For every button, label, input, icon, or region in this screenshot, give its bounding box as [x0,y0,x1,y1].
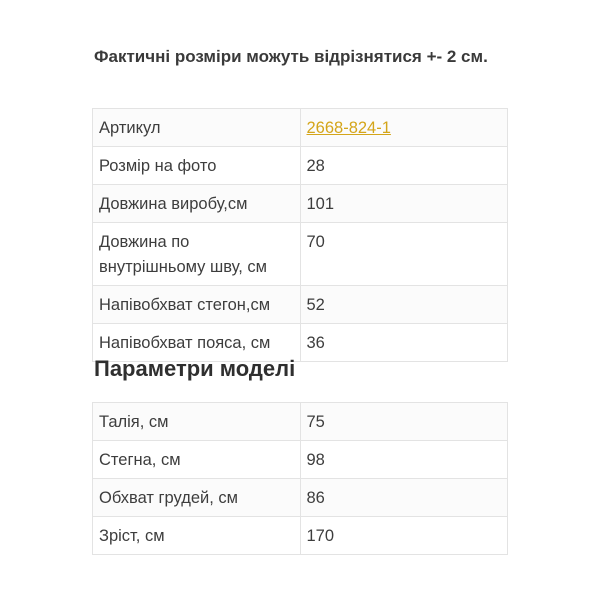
model-value-hips: 98 [300,441,508,479]
model-label-waist: Талія, см [93,403,301,441]
table-row [93,223,508,286]
model-value-chest: 86 [300,479,508,517]
spec-value-inseam: 70 [300,223,508,286]
spec-label-length: Довжина виробу,см [93,185,301,223]
table-row [93,286,508,324]
table-row [93,109,508,147]
model-label-height: Зріст, см [93,517,301,555]
model-label-hips: Стегна, см [93,441,301,479]
spec-value-length: 101 [300,185,508,223]
table-row [93,517,508,555]
table-row [93,185,508,223]
spec-label-hips-half: Напівобхват стегон,см [93,286,301,324]
model-value-height: 170 [300,517,508,555]
size-tolerance-note: Фактичні розміри можуть відрізнятися +- 2 см. [94,47,488,66]
model-label-chest: Обхват грудей, см [93,479,301,517]
spec-value-hips-half: 52 [300,286,508,324]
spec-value-size: 28 [300,147,508,185]
model-params-table [92,402,508,555]
model-value-waist: 75 [300,403,508,441]
article-link[interactable]: 2668-824-1 [306,119,391,137]
spec-label-waist-half: Напівобхват пояса, см [93,324,301,362]
spec-label-size: Розмір на фото [93,147,301,185]
spec-label-inseam: Довжина по внутрішньому шву, см [93,223,301,286]
spec-label-article: Артикул [93,109,301,147]
model-params-heading: Параметри моделі [94,356,296,381]
spec-value-waist-half: 36 [300,324,508,362]
table-row [93,147,508,185]
table-row [93,479,508,517]
table-row [93,441,508,479]
size-specs-table [92,108,508,362]
table-row [93,403,508,441]
